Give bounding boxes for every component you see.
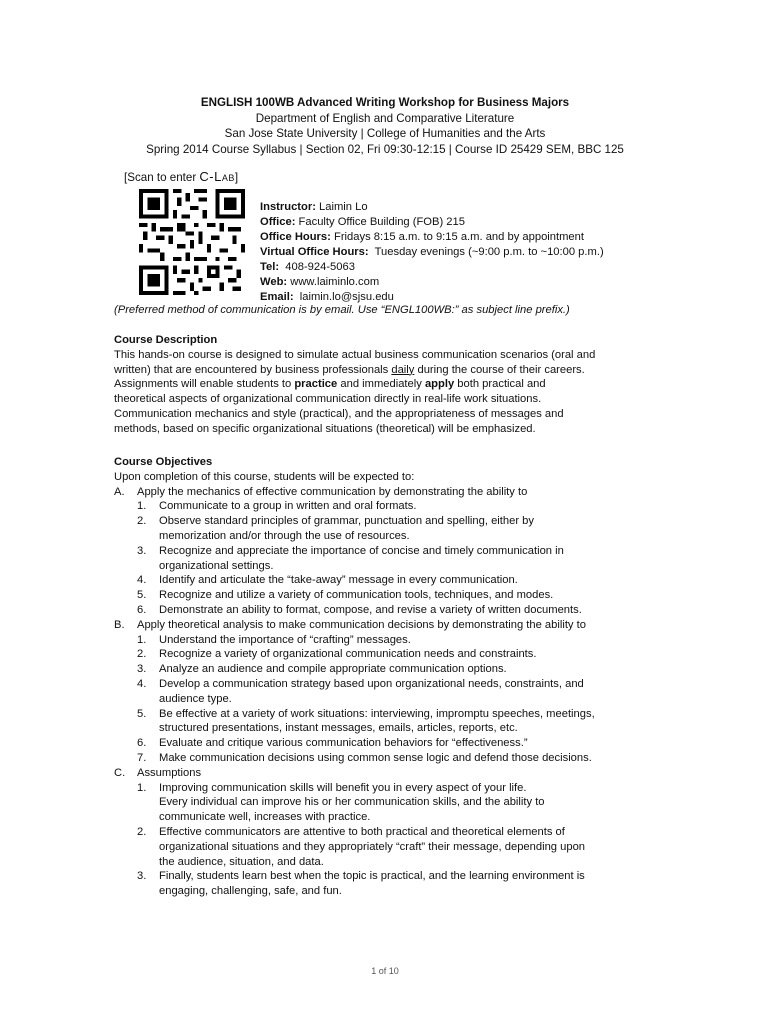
scan-caption: [Scan to enter C-Lab] — [124, 169, 239, 184]
list-item: 2. Recognize a variety of organizational communication needs and constraints. — [137, 648, 537, 661]
list-item: 1. Understand the importance of “crafting” messages. — [137, 633, 411, 646]
office-hours-line: Office Hours: Fridays 8:15 a.m. to 9:15 a.m. and by appointment — [260, 231, 584, 243]
list-item: 6. Evaluate and critique various communication behaviors for “effectiveness.” — [137, 737, 528, 750]
description-line: written) that are encountered by business professionals daily during the course of their careers. — [114, 363, 585, 376]
list-item: 2. Effective communicators are attentive to both practical and theoretical elements of — [137, 825, 565, 838]
web-link[interactable]: www.laiminlo.com — [287, 276, 380, 288]
list-item-continued: the audience, situation, and data. — [159, 855, 324, 868]
office-line: Office: Faculty Office Building (FOB) 215 — [260, 216, 465, 228]
list-item: 3. Recognize and appreciate the importance of concise and timely communication in — [137, 544, 564, 557]
list-item: 4. Identify and articulate the “take-away” message in every communication. — [137, 574, 518, 587]
course-description — [114, 333, 664, 437]
list-item: 1. Communicate to a group in written and oral formats. — [137, 500, 417, 513]
description-line: Assignments will enable students to practice and immediately apply both practical and — [114, 378, 546, 391]
qr-code-icon[interactable] — [139, 189, 245, 295]
description-heading: Course Description — [114, 334, 218, 346]
email-line[interactable]: Email: laimin.lo@sjsu.edu — [260, 291, 394, 303]
preferred-contact-note: (Preferred method of communication is by email. Use “ENGL100WB:” as subject line prefix.) — [114, 304, 570, 316]
tel-line: Tel: 408-924-5063 — [260, 261, 355, 273]
list-item: 1. Improving communication skills will benefit you in every aspect of your life. — [137, 781, 527, 794]
list-item: 2. Observe standard principles of grammar, punctuation and spelling, either by — [137, 515, 534, 528]
course-title: ENGLISH 100WB Advanced Writing Workshop for Business Majors — [200, 96, 570, 109]
list-item-continued: structured presentations, instant messages, emails, articles, reports, etc. — [159, 722, 518, 735]
virtual-hours-line: Virtual Office Hours: Tuesday evenings (~9:00 p.m. to ~10:00 p.m.) — [260, 246, 604, 258]
list-item: 5. Be effective at a variety of work situations: interviewing, impromptu speeches, meetings, — [137, 707, 595, 720]
list-item-continued: organizational settings. — [159, 559, 274, 572]
objective-a: A. Apply the mechanics of effective communication by demonstrating the ability to — [114, 485, 528, 498]
description-line: This hands-on course is designed to simulate actual business communication scenarios (oral and — [114, 348, 596, 361]
email-link[interactable]: laimin.lo@sjsu.edu — [293, 291, 394, 303]
objectives-intro: Upon completion of this course, students will be expected to: — [114, 470, 415, 483]
list-item: 5. Recognize and utilize a variety of communication tools, techniques, and modes. — [137, 589, 554, 602]
course-objectives — [114, 455, 664, 899]
university-line: San Jose State University | College of Humanities and the Arts — [224, 127, 546, 140]
syllabus-header — [0, 95, 770, 157]
list-item-continued: audience type. — [159, 692, 232, 705]
list-item: 3. Analyze an audience and compile appropriate communication options. — [137, 663, 507, 676]
description-line: methods, based on specific organizational situations (theoretical) will be emphasized. — [114, 422, 536, 435]
description-line: Communication mechanics and style (practical), and the appropriateness of messages and — [114, 407, 564, 420]
term-line: Spring 2014 Course Syllabus | Section 02, Fri 09:30-12:15 | Course ID 25429 SEM, BBC 125 — [146, 142, 624, 156]
objective-b: B. Apply theoretical analysis to make communication decisions by demonstrating the ability to — [114, 618, 586, 631]
list-item-continued: organizational situations and they appropriately “craft” their message, depending upon — [159, 840, 586, 853]
department-line: Department of English and Comparative Literature — [255, 111, 515, 125]
web-line[interactable]: Web: www.laiminlo.com — [260, 276, 380, 288]
list-item-continued: engaging, challenging, safe, and fun. — [159, 885, 342, 898]
list-item: 3. Finally, students learn best when the topic is practical, and the learning environment is — [137, 870, 585, 883]
contact-block — [260, 200, 604, 305]
description-line: theoretical aspects of organizational communication directly in real-life work situations. — [114, 393, 542, 406]
list-item-continued: Every individual can improve his or her communication skills, and the ability to — [159, 796, 545, 809]
list-item-continued: memorization and/or through the use of resources. — [159, 529, 410, 542]
objective-c: C. Assumptions — [114, 766, 202, 779]
list-item-continued: communicate well, increases with practice. — [159, 811, 371, 824]
objectives-heading: Course Objectives — [114, 456, 213, 468]
page-number: 1 of 10 — [371, 966, 399, 976]
list-item: 4. Develop a communication strategy based upon organizational needs, constraints, and — [137, 677, 584, 690]
list-item: 6. Demonstrate an ability to format, compose, and revise a variety of written documents. — [137, 603, 582, 616]
clab-brand: C-Lab — [199, 169, 235, 184]
list-item: 7. Make communication decisions using common sense logic and defend those decisions. — [137, 751, 592, 764]
instructor-line: Instructor: Laimin Lo — [260, 201, 368, 213]
